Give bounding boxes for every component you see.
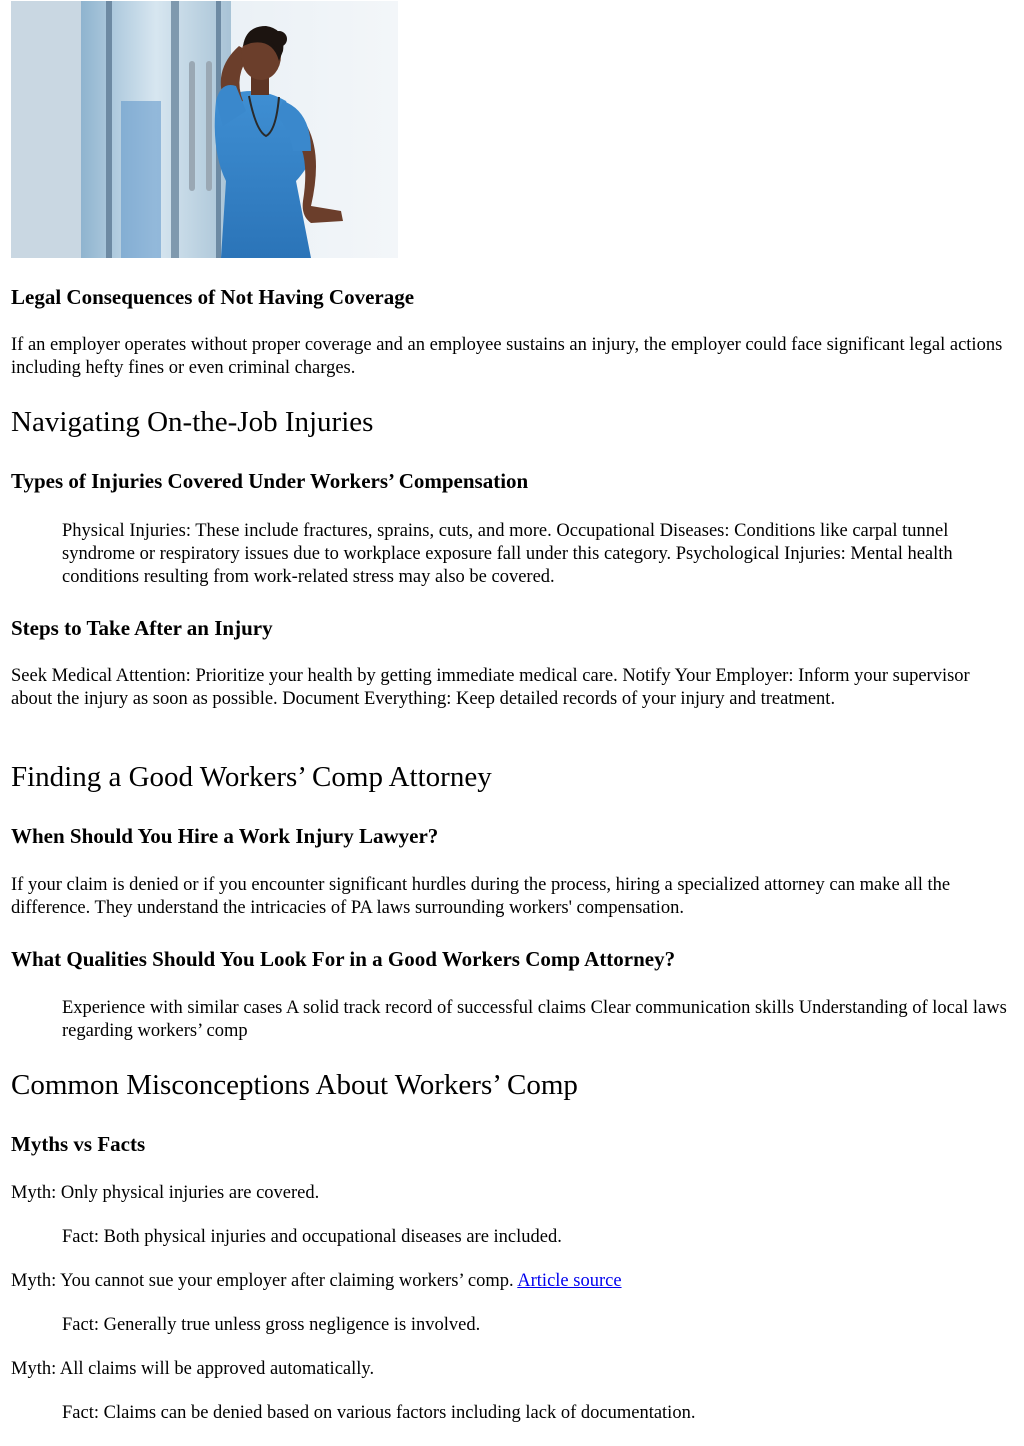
navigating-heading: Navigating On-the-Job Injuries <box>11 406 374 438</box>
nurse-photo-icon <box>11 1 398 258</box>
fact-3: Fact: Claims can be denied based on various factors including lack of documentation. <box>62 1403 696 1423</box>
article-source-link[interactable]: Article source <box>517 1271 622 1291</box>
legal-text: If an employer operates without proper coverage and an employee sustains an injury, the employer could face significant legal actions including hefty fines or even criminal charges. <box>11 335 1003 378</box>
myth-2 <box>11 1270 1011 1293</box>
steps-heading: Steps to Take After an Injury <box>11 616 273 640</box>
myths-heading: Myths vs Facts <box>11 1132 146 1156</box>
fact-1: Fact: Both physical injuries and occupational diseases are included. <box>62 1227 562 1247</box>
legal-heading: Legal Consequences of Not Having Coverage <box>11 285 415 309</box>
fact-2: Fact: Generally true unless gross negligence is involved. <box>62 1315 481 1335</box>
myth-3: Myth: All claims will be approved automatically. <box>11 1359 375 1379</box>
steps-text: Seek Medical Attention: Prioritize your health by getting immediate medical care. Notify Your Employer: Inform your supervisor about the injury as soon as possible. Document Everything: Keep detailed records of your injury and treatment. <box>11 666 970 709</box>
hero-image <box>11 1 398 258</box>
misconceptions-heading: Common Misconceptions About Workers’ Comp <box>11 1069 578 1101</box>
finding-heading: Finding a Good Workers’ Comp Attorney <box>11 761 492 793</box>
types-text: Physical Injuries: These include fractures, sprains, cuts, and more. Occupational Diseases: Conditions like carpal tunnel syndrome or respiratory issues due to workplace exposure fall under this category. Psychological Injuries: Mental health conditions resulting from work-related stress may also be covered. <box>62 521 953 587</box>
when-heading: When Should You Hire a Work Injury Lawyer? <box>11 824 439 848</box>
qualities-text: Experience with similar cases A solid track record of successful claims Clear communication skills Understanding of local laws regarding workers’ comp <box>62 998 1007 1041</box>
myth-1: Myth: Only physical injuries are covered. <box>11 1183 320 1203</box>
myth-2-text: Myth: You cannot sue your employer after claiming workers’ comp. <box>11 1271 514 1291</box>
types-heading: Types of Injuries Covered Under Workers’ Compensation <box>11 469 529 493</box>
qualities-heading: What Qualities Should You Look For in a Good Workers Comp Attorney? <box>11 947 676 971</box>
when-text: If your claim is denied or if you encounter significant hurdles during the process, hiring a specialized attorney can make all the difference. They understand the intricacies of PA laws surrounding workers' compensation. <box>11 875 951 918</box>
